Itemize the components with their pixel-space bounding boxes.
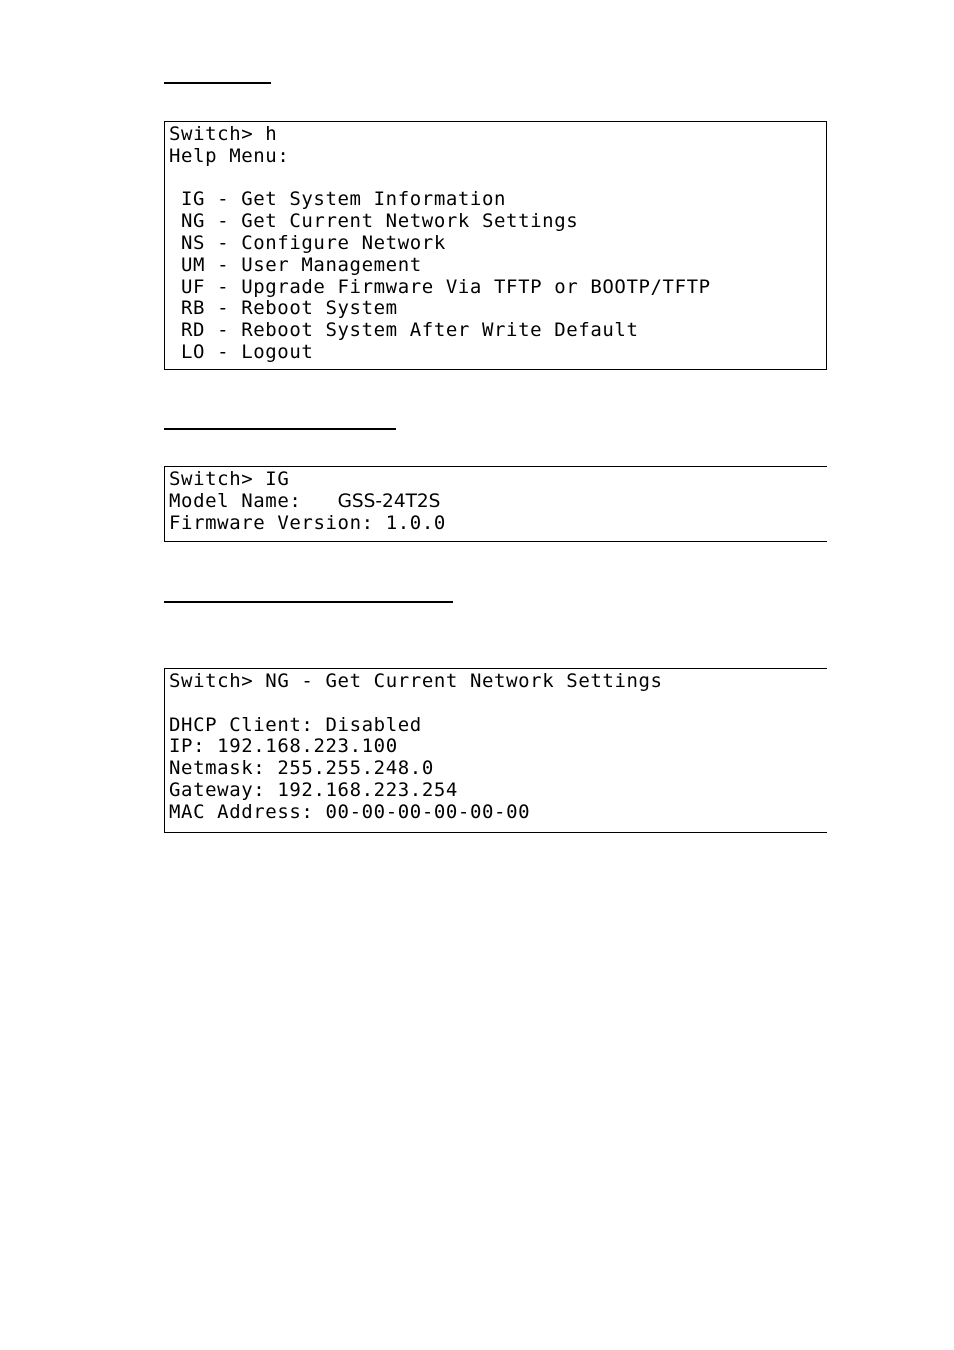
help-menu-heading: Help Menu: [169, 144, 290, 167]
network-settings-console [164, 668, 827, 833]
help-item-lo: LO - Logout [181, 340, 314, 363]
model-name-value: GSS-24T2S [337, 490, 441, 512]
blank-line [169, 693, 827, 715]
help-item-ns: NS - Configure Network [181, 231, 446, 254]
help-menu-console [164, 121, 827, 370]
firmware-version-line: Firmware Version: 1.0.0 [169, 511, 446, 534]
help-item-rd: RD - Reboot System After Write Default [181, 319, 639, 342]
help-item-ig: IG - Get System Information [181, 188, 507, 211]
mac-address-line: MAC Address: 00-00-00-00-00-00 [169, 800, 531, 823]
model-name-line [169, 491, 827, 513]
system-info-console [164, 466, 827, 542]
help-item-uf: UF - Upgrade Firmware Via TFTP or BOOTP/TFTP [181, 275, 711, 298]
ip-address-line: IP: 192.168.223.100 [169, 735, 398, 758]
console-prompt: Switch> h [169, 123, 278, 145]
section-heading-rule-3 [164, 601, 453, 603]
dhcp-client-line: DHCP Client: Disabled [169, 713, 422, 736]
help-item-um: UM - User Management [181, 253, 422, 276]
gateway-line: Gateway: 192.168.223.254 [169, 778, 458, 801]
console-prompt: Switch> NG - Get Current Network Settings [169, 670, 663, 692]
help-item-ng: NG - Get Current Network Settings [181, 210, 579, 233]
console-prompt: Switch> IG [169, 468, 290, 490]
section-heading-rule-2 [164, 428, 396, 430]
help-item-rb: RB - Reboot System [181, 297, 398, 320]
model-name-label: Model Name: [169, 489, 302, 512]
blank-line [169, 168, 826, 190]
section-heading-rule-1 [164, 82, 271, 84]
netmask-line: Netmask: 255.255.248.0 [169, 757, 434, 780]
